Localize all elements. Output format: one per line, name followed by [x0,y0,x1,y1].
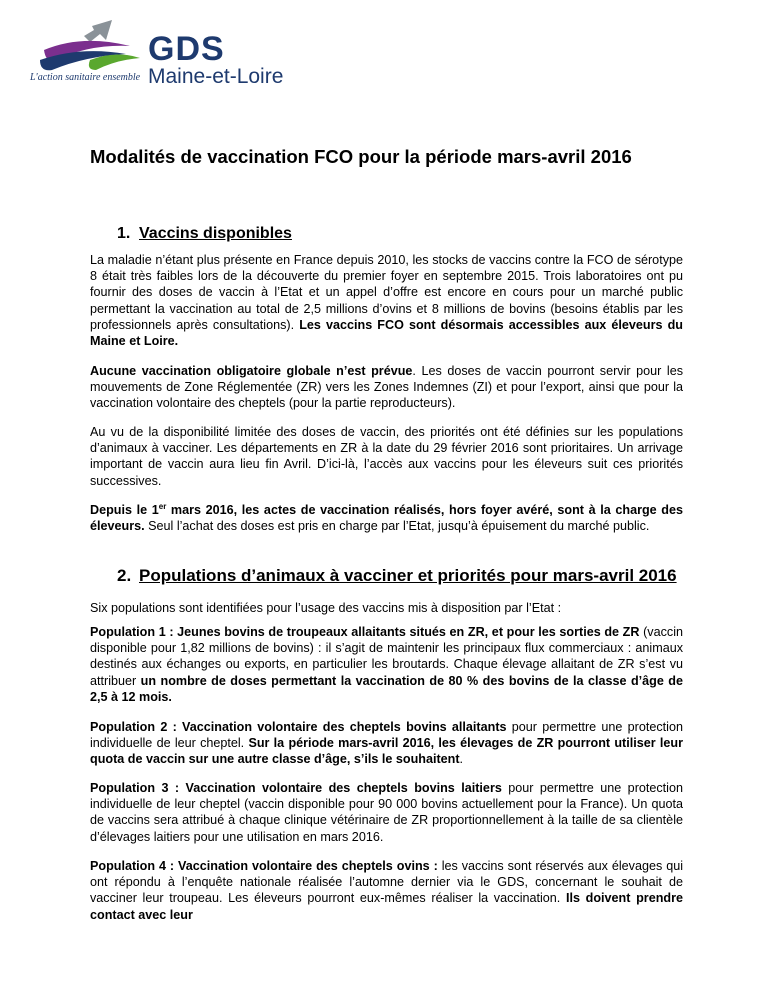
p4-sup: er [158,501,167,511]
document-title: Modalités de vaccination FCO pour la période mars-avril 2016 [90,146,632,167]
p1-text: La maladie n’étant plus présente en France depuis 2010, les stocks de vaccins contre la FCO de sérotype 8 était très faibles lors de la découverte du premier foyer en septembre 2015. Trois laboratoires ont pu fournir des doses de vaccin à l’Etat et un appel d’offre est encore en cours pour un marché public permettant la vaccination au total de 2,5 millions d’ovins et 8 millions de bovins (besoins établis par les professionnels après consultations). [90,253,683,332]
population-4-paragraph [90,858,683,923]
section-2-number: 2. [117,566,132,585]
section-2-heading [117,565,677,587]
pop3-bold: Population 3 : Vaccination volontaire des cheptels bovins laitiers [90,781,502,795]
p4-bold-a: Depuis le 1 [90,503,159,517]
gds-logo [30,20,284,90]
section-1-paragraph-4 [90,502,683,534]
pop1-bold2: un nombre de doses permettant la vaccination de 80 % des bovins de la classe d’âge de 2,5 à 12 mois. [90,673,684,704]
population-3-paragraph [90,780,683,845]
section-1-paragraph-3: Au vu de la disponibilité limitée des doses de vaccin, des priorités ont été définies sur les populations d’animaux à vacciner. Les départements en ZR à la date du 29 février 2016 sont prioritaires. Un arrivage important de vaccin aura lieu fin Avril. D’ici-là, l’accès aux vaccins pour les éleveurs suit ces priorités successives. [90,425,683,488]
pop4-bold2: Ils doivent prendre contact avec leur [90,891,683,922]
section-1-number: 1. [117,225,131,242]
population-2-paragraph [90,719,683,768]
p2-bold: Aucune vaccination obligatoire globale n’est prévue [90,364,413,378]
section-1-paragraph-2 [90,363,683,412]
p4-text: Seul l’achat des doses est pris en charge par l’Etat, jusqu’à épuisement du marché public. [144,519,650,534]
section-1-paragraph-1 [90,252,683,349]
section-2-intro: Six populations sont identifiées pour l’usage des vaccins mis à disposition par l’Etat : [90,601,562,615]
section-2-title: Populations d’animaux à vacciner et priorités pour mars-avril 2016 [139,566,677,585]
p2-text: . Les doses de vaccin pourront servir pour les mouvements de Zone Réglementée (ZR) vers les Zones Indemnes (ZI) et pour l’export, ainsi que pour la vaccination volontaire des cheptels (pour la partie reproducteurs). [90,364,683,411]
pop2-end: . [459,752,464,767]
p1-bold: Les vaccins FCO sont désormais accessibles aux éleveurs du Maine et Loire. [90,317,683,349]
pop4-text: les vaccins sont réservés aux élevages qui ont répondu à l’enquête nationale réalisée l’automne dernier via le GDS, concernant le souhait de vacciner leur troupeau. Les éleveurs pourront eux-mêmes réaliser la vaccination. [90,859,683,906]
logo-region: Maine-et-Loire [148,65,284,88]
pop1-text: (vaccin disponible pour 1,82 millions de bovins) : il s’agit de maintenir les principaux flux commerciaux : animaux destinés aux échanges ou exports, en particulier les broutards. Chaque élevage allaitant de ZR s’est vu attribuer [90,625,683,688]
pop2-text: pour permettre une protection individuelle de leur cheptel. [90,720,683,751]
gds-logo-mark-icon [30,20,145,76]
p4-bold-b: mars 2016, les actes de vaccination réalisés, hors foyer avéré, sont à la charge des éleveurs. [90,503,683,534]
pop2-bold: Population 2 : Vaccination volontaire des cheptels bovins allaitants [90,720,507,734]
pop2-bold2: Sur la période mars-avril 2016, les élevages de ZR pourront utiliser leur quota de vaccin sur une autre classe d’âge, s’ils le souhaitent [90,736,683,767]
logo-name: GDS [148,30,225,68]
pop4-bold: Population 4 : Vaccination volontaire des cheptels ovins : [90,859,438,873]
population-1-paragraph [90,624,683,705]
pop3-text: pour permettre une protection individuelle de leur cheptel (vaccin disponible pour 90 000 bovins actuellement pour la France). Un quota de vaccins sera attribué à chaque clinique vétérinaire de ZR proportionnellement à la taille de sa clientèle d’élevages laitiers pour une utilisation en mars 2016. [90,781,683,844]
pop1-bold: Population 1 : Jeunes bovins de troupeaux allaitants situés en ZR, et pour les sorties de ZR [90,625,640,639]
section-1-title: Vaccins disponibles [139,225,292,242]
section-1-heading [117,223,292,245]
logo-tagline: L'action sanitaire ensemble [30,72,141,83]
